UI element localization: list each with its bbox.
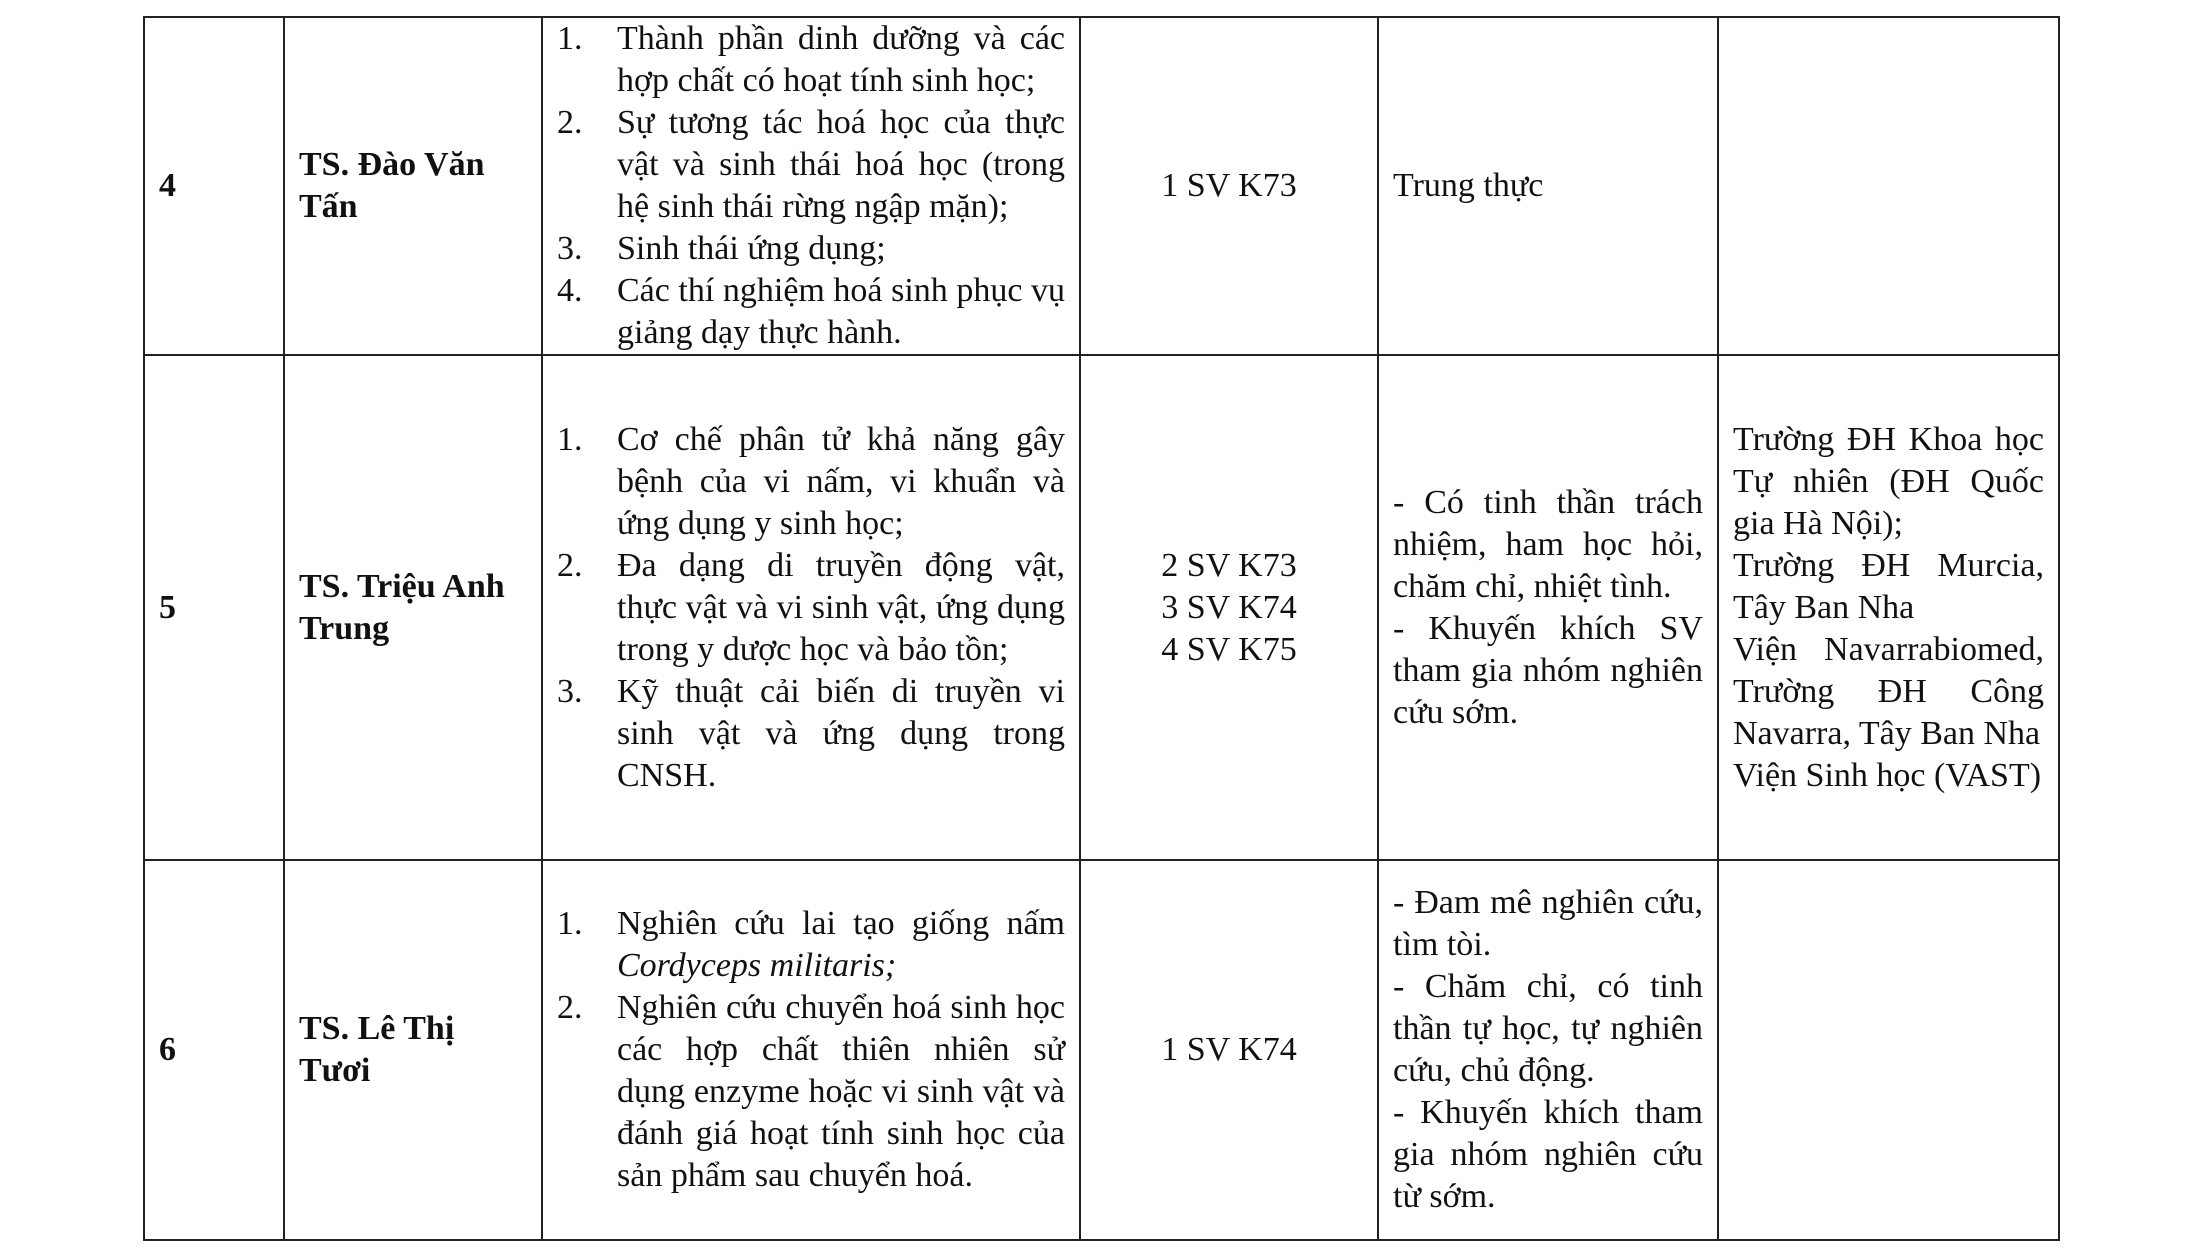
advisor-name: TS. Đào Văn Tấn: [284, 17, 542, 355]
research-topics: [542, 860, 1080, 1240]
partner-institutions: [1718, 860, 2059, 1240]
topic-item: 1. Nghiên cứu lai tạo giống nấm Cordyceps militaris;: [557, 905, 1065, 984]
topic-item: 2. Đa dạng di truyền động vật, thực vật và vi sinh vật, ứng dụng trong y dược học và bảo tồn;: [557, 546, 1065, 668]
topic-item: 2. Sự tương tác hoá học của thực vật và sinh thái hoá học (trong hệ sinh thái rừng ngập mặn);: [557, 104, 1065, 225]
partner-line: Viện Navarrabiomed, Trường ĐH Công Navarra, Tây Ban Nha: [1733, 630, 2044, 752]
topic-item: 3. Sinh thái ứng dụng;: [557, 230, 886, 267]
student-quota: [1080, 860, 1378, 1240]
advisor-name: TS. Lê Thị Tươi: [284, 860, 542, 1240]
research-topics: [542, 17, 1080, 355]
topic-item: 1. Thành phần dinh dưỡng và các hợp chất có hoạt tính sinh học;: [557, 20, 1065, 99]
row-number: 5: [144, 355, 284, 860]
student-quota-line: 2 SV K73: [1161, 546, 1297, 584]
requirement-line: Trung thực: [1393, 167, 1544, 204]
student-quota-line: 3 SV K74: [1161, 588, 1297, 626]
requirements: [1378, 860, 1718, 1240]
requirement-line: - Có tinh thần trách nhiệm, ham học hỏi, chăm chỉ, nhiệt tình.: [1393, 483, 1703, 605]
requirement-line: - Đam mê nghiên cứu, tìm tòi.: [1393, 884, 1703, 963]
topic-item: 2. Nghiên cứu chuyển hoá sinh học các hợp chất thiên nhiên sử dụng enzyme hoặc vi sinh vật và đánh giá hoạt tính sinh học của sản phẩm sau chuyển hoá.: [557, 989, 1065, 1194]
partner-line: Trường ĐH Khoa học Tự nhiên (ĐH Quốc gia Hà Nội);: [1733, 420, 2044, 542]
requirement-line: - Khuyến khích SV tham gia nhóm nghiên cứu sớm.: [1393, 609, 1703, 731]
student-quota: [1080, 355, 1378, 860]
advisor-table: [143, 16, 2060, 1241]
partner-institutions: [1718, 17, 2059, 355]
topic-item: 4. Các thí nghiệm hoá sinh phục vụ giảng dạy thực hành.: [557, 272, 1065, 351]
partner-line: Viện Sinh học (VAST): [1733, 756, 2042, 794]
student-quota: [1080, 17, 1378, 355]
requirement-line: - Chăm chỉ, có tinh thần tự học, tự nghiên cứu, chủ động.: [1393, 968, 1703, 1089]
requirements: [1378, 17, 1718, 355]
partner-line: Trường ĐH Murcia, Tây Ban Nha: [1733, 546, 2044, 626]
topic-item: 1. Cơ chế phân tử khả năng gây bệnh của vi nấm, vi khuẩn và ứng dụng y sinh học;: [557, 420, 1065, 542]
table-row: [144, 860, 2059, 1240]
research-topics: [542, 355, 1080, 860]
requirement-line: - Khuyến khích tham gia nhóm nghiên cứu từ sớm.: [1393, 1094, 1703, 1215]
student-quota-line: 1 SV K74: [1161, 1031, 1297, 1068]
table-row: [144, 17, 2059, 355]
student-quota-line: 4 SV K75: [1161, 630, 1297, 668]
partner-institutions: [1718, 355, 2059, 860]
advisor-name: TS. Triệu Anh Trung: [284, 355, 542, 860]
requirements: [1378, 355, 1718, 860]
row-number: 4: [144, 17, 284, 355]
student-quota-line: 1 SV K73: [1161, 167, 1297, 204]
row-number: 6: [144, 860, 284, 1240]
table-row: [144, 355, 2059, 860]
topic-item: 3. Kỹ thuật cải biến di truyền vi sinh vật và ứng dụng trong CNSH.: [557, 672, 1065, 794]
